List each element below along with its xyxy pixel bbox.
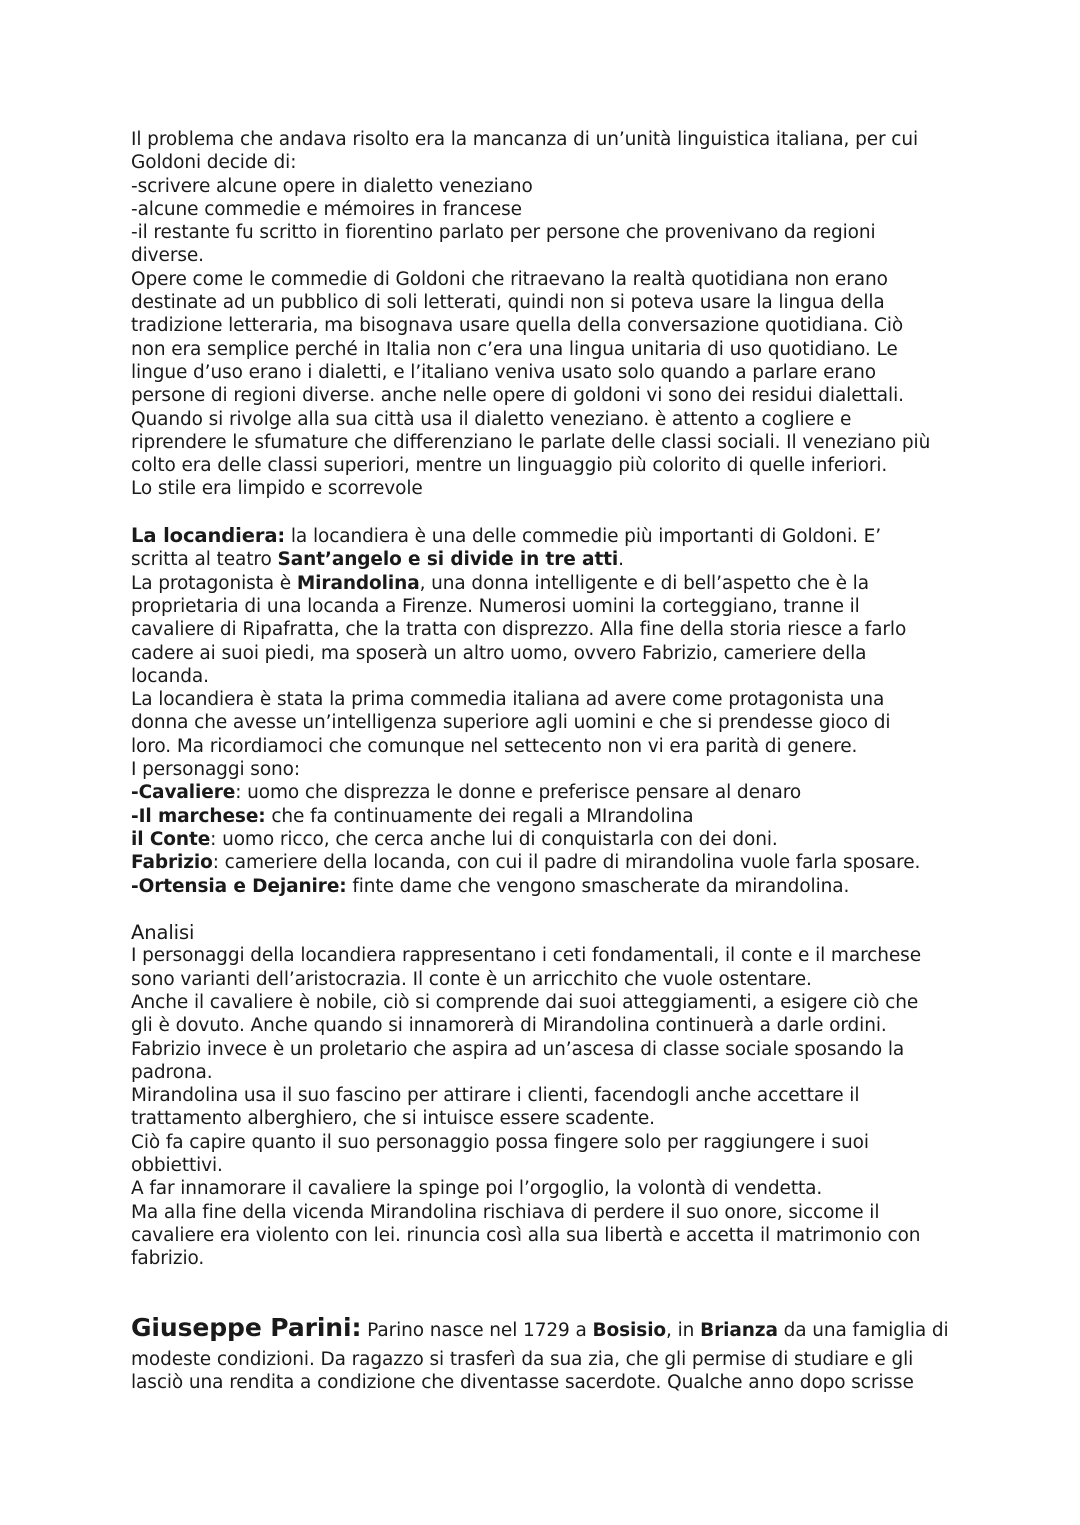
paragraph-line: fabrizio.	[131, 1248, 205, 1270]
document-page	[131, 128, 961, 1394]
paragraph-line: obbiettivi.	[131, 1155, 223, 1177]
paragraph-line: lingue d’uso erano i dialetti, e l’italiano veniva usato solo quando a parlare erano	[131, 361, 876, 383]
paragraph-line: gli è dovuto. Anche quando si innamorerà di Mirandolina continuerà a darle ordini.	[131, 1015, 887, 1037]
paragraph-line: I personaggi sono:	[131, 759, 301, 781]
paragraph-line: non era semplice perché in Italia non c’era una lingua unitaria di uso quotidiano. Le	[131, 338, 898, 360]
paragraph-line: Mirandolina usa il suo fascino per attirare i clienti, facendogli anche accettare il	[131, 1085, 860, 1107]
paragraph-line: Lo stile era limpido e scorrevole	[131, 478, 423, 500]
paragraph-line: scritta al teatro Sant’angelo e si divide in tre atti.	[131, 549, 624, 571]
paragraph-line: modeste condizioni. Da ragazzo si trasferì da sua zia, che gli permise di studiare e gli	[131, 1348, 914, 1370]
paragraph-line: -scrivere alcune opere in dialetto veneziano	[131, 175, 533, 197]
character-item: -Il marchese: che fa continuamente dei regali a MIrandolina	[131, 805, 694, 827]
paragraph-line: sono varianti dell’aristocrazia. Il conte è un arricchito che vuole ostentare.	[131, 968, 812, 990]
paragraph-line: I personaggi della locandiera rappresentano i ceti fondamentali, il conte e il marchese	[131, 945, 921, 967]
paragraph-line: Quando si rivolge alla sua città usa il dialetto veneziano. è attento a cogliere e	[131, 408, 852, 430]
paragraph-line: Fabrizio invece è un proletario che aspira ad un’ascesa di classe sociale sposando la	[131, 1038, 905, 1060]
paragraph-line: Il problema che andava risolto era la mancanza di un’unità linguistica italiana, per cui	[131, 129, 919, 150]
paragraph-line: -alcune commedie e mémoires in francese	[131, 198, 522, 220]
paragraph-line: diverse.	[131, 245, 204, 267]
paragraph-line: tradizione letteraria, ma bisognava usare quella della conversazione quotidiana. Ciò	[131, 315, 904, 337]
section-la-locandiera	[131, 524, 961, 898]
paragraph-line: padrona.	[131, 1061, 213, 1083]
character-item: -Ortensia e Dejanire: finte dame che vengono smascherate da mirandolina.	[131, 875, 850, 897]
paragraph-line: A far innamorare il cavaliere la spinge poi l’orgoglio, la volontà di vendetta.	[131, 1178, 823, 1200]
section-heading-parini: Giuseppe Parini:	[131, 1312, 362, 1342]
paragraph-line: Ma alla fine della vicenda Mirandolina rischiava di perdere il suo onore, siccome il	[131, 1201, 880, 1223]
paragraph-line: locanda.	[131, 665, 209, 687]
paragraph-line: Anche il cavaliere è nobile, ciò si comprende dai suoi atteggiamenti, a esigere ciò che	[131, 991, 919, 1013]
paragraph-line: cadere ai suoi piedi, ma sposerà un altro uomo, ovvero Fabrizio, cameriere della	[131, 642, 867, 664]
section-goldoni-language	[131, 128, 961, 501]
section-analisi	[131, 921, 961, 1270]
paragraph-line: Opere come le commedie di Goldoni che ritraevano la realtà quotidiana non erano	[131, 268, 888, 290]
paragraph-line: La locandiera: la locandiera è una delle commedie più importanti di Goldoni. E’	[131, 524, 882, 548]
section-heading-analisi: Analisi	[131, 921, 195, 945]
paragraph-line: donna che avesse un’intelligenza superiore agli uomini e che si prendesse gioco di	[131, 712, 891, 734]
paragraph-line: Goldoni decide di:	[131, 152, 297, 174]
paragraph-line: loro. Ma ricordiamoci che comunque nel settecento non vi era parità di genere.	[131, 735, 858, 757]
paragraph-line: destinate ad un pubblico di soli letterati, quindi non si poteva usare la lingua della	[131, 292, 885, 314]
character-item: -Cavaliere: uomo che disprezza le donne e preferisce pensare al denaro	[131, 782, 802, 804]
paragraph-line: -il restante fu scritto in fiorentino parlato per persone che provenivano da regioni	[131, 222, 876, 244]
paragraph-line: colto era delle classi superiori, mentre un linguaggio più colorito di quelle inferiori.	[131, 455, 888, 477]
paragraph-line: proprietaria di una locanda a Firenze. Numerosi uomini la corteggiano, tranne il	[131, 595, 860, 617]
section-heading-locandiera: La locandiera:	[131, 524, 286, 548]
character-item: il Conte: uomo ricco, che cerca anche lui di conquistarla con dei doni.	[131, 828, 778, 850]
paragraph-line: lasciò una rendita a condizione che diventasse sacerdote. Qualche anno dopo scrisse	[131, 1371, 914, 1393]
paragraph-line: La protagonista è Mirandolina, una donna intelligente e di bell’aspetto che è la	[131, 572, 869, 594]
paragraph-line: La locandiera è stata la prima commedia italiana ad avere come protagonista una	[131, 689, 885, 711]
paragraph-line: trattamento alberghiero, che si intuisce essere scadente.	[131, 1108, 655, 1130]
paragraph-line: Ciò fa capire quanto il suo personaggio possa fingere solo per raggiungere i suoi	[131, 1131, 869, 1153]
section-giuseppe-parini	[131, 1311, 961, 1395]
paragraph-line: cavaliere di Ripafratta, che la tratta con disprezzo. Alla fine della storia riesce a farlo	[131, 619, 907, 641]
paragraph-line: cavaliere era violento con lei. rinuncia così alla sua libertà e accetta il matrimonio con	[131, 1224, 921, 1246]
paragraph-line: riprendere le sfumature che differenziano le parlate delle classi sociali. Il veneziano più	[131, 431, 931, 453]
character-item: Fabrizio: cameriere della locanda, con cui il padre di mirandolina vuole farla sposare.	[131, 852, 921, 874]
paragraph-line: Giuseppe Parini: Parino nasce nel 1729 a Bosisio, in Brianza da una famiglia di	[131, 1312, 949, 1342]
paragraph-line: persone di regioni diverse. anche nelle opere di goldoni vi sono dei residui dialettali.	[131, 385, 904, 407]
